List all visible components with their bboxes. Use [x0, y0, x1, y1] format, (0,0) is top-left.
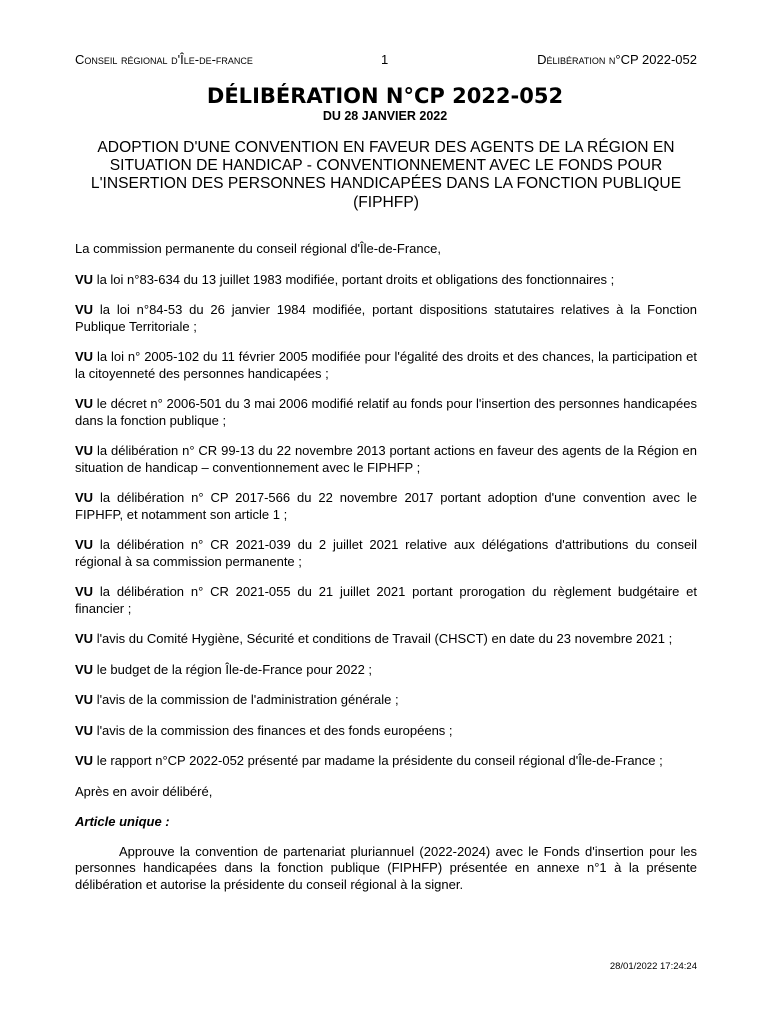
vu-item — [75, 272, 697, 289]
vu-label: VU — [75, 302, 94, 317]
vu-label: VU — [75, 753, 94, 768]
vu-item — [75, 443, 697, 476]
vu-label: VU — [75, 631, 94, 646]
article-text: Approuve la convention de partenariat pluriannuel (2022-2024) avec le Fonds d'insertion pour les personnes handicapées dans la fonction publique (FIPHFP) présentée en annexe n°1 à la présente délibération et autorise la présidente du conseil régional à la signer. — [75, 843, 697, 892]
vu-item — [75, 490, 697, 523]
document-body — [75, 241, 697, 893]
document-subject: ADOPTION D'UNE CONVENTION EN FAVEUR DES AGENTS DE LA RÉGION EN SITUATION DE HANDICAP - CONVENTIONNEMENT AVEC LE FONDS POUR L'INSERTION DES PERSONNES HANDICAPÉES DANS LA FONCTION PUBLIQUE (FIPHFP) — [90, 139, 682, 211]
vu-label: VU — [75, 349, 94, 364]
vu-label: VU — [75, 692, 94, 707]
vu-item — [75, 692, 697, 709]
vu-text: l'avis du Comité Hygiène, Sécurité et conditions de Travail (CHSCT) en date du 23 novembre 2021 ; — [96, 631, 673, 646]
vu-text: la délibération n° CR 99-13 du 22 novembre 2013 portant actions en faveur des agents de la Région en situation de handicap – conventionnement avec le FIPHFP ; — [75, 443, 697, 475]
vu-label: VU — [75, 722, 94, 738]
deliberation-statement: Après en avoir délibéré, — [75, 783, 213, 799]
header-left: Conseil régional d'Île-de-france — [75, 52, 253, 67]
vu-label: VU — [75, 396, 94, 411]
vu-text: la délibération n° CR 2021-055 du 21 juillet 2021 portant prorogation du règlement budgétaire et financier ; — [75, 584, 698, 616]
vu-label: VU — [75, 490, 94, 505]
vu-text: le budget de la région Île-de-France pour 2022 ; — [96, 661, 373, 677]
vu-label: VU — [75, 271, 94, 287]
vu-text: la loi n°84-53 du 26 janvier 1984 modifiée, portant dispositions statutaires relatives à la Fonction Publique Territoriale ; — [75, 302, 697, 334]
vu-text: la loi n°83-634 du 13 juillet 1983 modifiée, portant droits et obligations des fonctionnaires ; — [96, 271, 615, 287]
vu-text: la délibération n° CP 2017-566 du 22 novembre 2017 portant adoption d'une convention avec le FIPHFP, et notamment son article 1 ; — [75, 490, 697, 522]
vu-text: le rapport n°CP 2022-052 présenté par madame la présidente du conseil régional d'Île-de-France ; — [96, 753, 663, 768]
vu-item — [75, 584, 697, 617]
vu-text: la délibération n° CR 2021-039 du 2 juillet 2021 relative aux délégations d'attributions du conseil régional à sa commission permanente ; — [75, 537, 697, 569]
vu-item — [75, 302, 697, 335]
vu-text: l'avis de la commission des finances et des fonds européens ; — [96, 722, 453, 738]
vu-item — [75, 396, 697, 429]
page-number: 1 — [381, 52, 389, 67]
vu-item — [75, 349, 697, 382]
intro-paragraph: La commission permanente du conseil régional d'Île-de-France, — [75, 241, 441, 256]
vu-label: VU — [75, 584, 94, 599]
vu-item — [75, 537, 697, 570]
header-right: Délibération n°CP 2022-052 — [537, 52, 697, 67]
vu-item — [75, 723, 697, 740]
vu-item — [75, 753, 697, 770]
vu-label: VU — [75, 537, 94, 552]
vu-text: le décret n° 2006-501 du 3 mai 2006 modifié relatif au fonds pour l'insertion des personnes handicapées dans la fonction publique ; — [75, 396, 697, 428]
vu-list — [75, 272, 697, 770]
vu-label: VU — [75, 443, 94, 458]
footer-timestamp: 28/01/2022 17:24:24 — [609, 961, 697, 972]
vu-label: VU — [75, 661, 94, 677]
vu-text: la loi n° 2005-102 du 11 février 2005 modifiée pour l'égalité des droits et des chances, la participation et la citoyenneté des personnes handicapées ; — [75, 349, 697, 381]
document-title: DÉLIBÉRATION N°CP 2022-052 — [206, 84, 564, 108]
vu-item — [75, 662, 697, 679]
vu-item — [75, 631, 697, 648]
article-title: Article unique : — [75, 814, 170, 829]
vu-text: l'avis de la commission de l'administration générale ; — [96, 692, 399, 707]
document-date: DU 28 JANVIER 2022 — [322, 109, 448, 123]
